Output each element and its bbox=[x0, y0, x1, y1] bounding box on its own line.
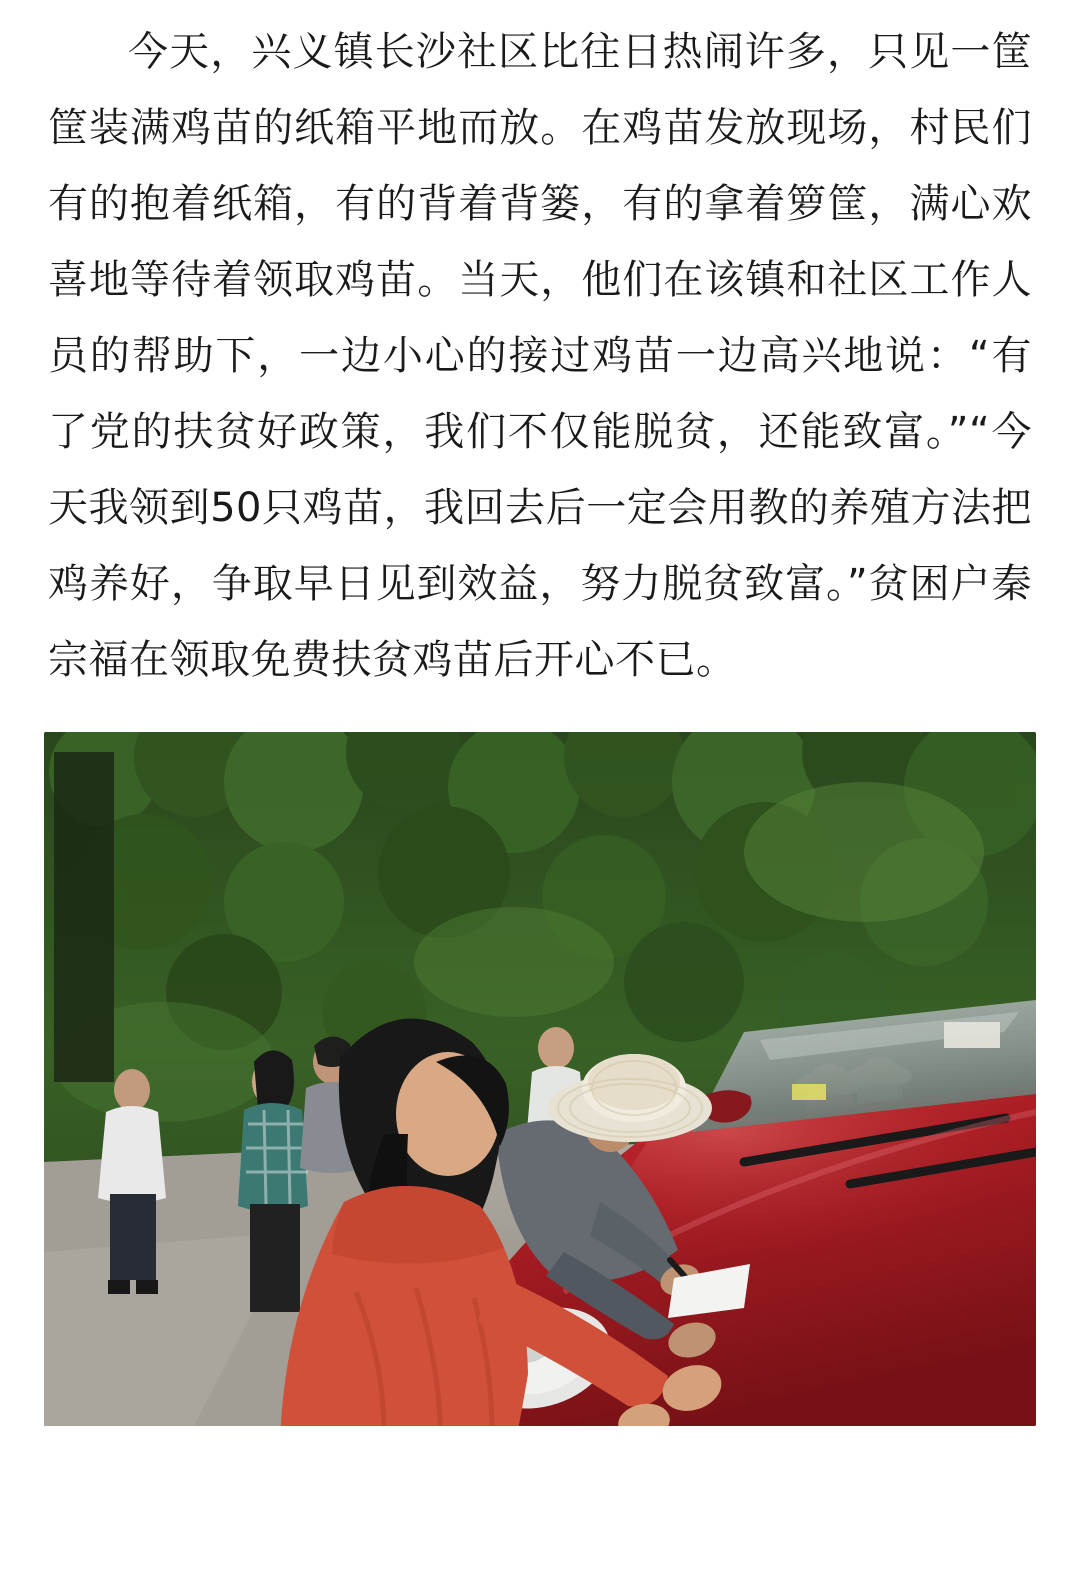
article-paragraph: 今天，兴义镇长沙社区比往日热闹许多，只见一筐筐装满鸡苗的纸箱平地而放。在鸡苗发放现场，村民们有的抱着纸箱，有的背着背篓，有的拿着箩筐，满心欢喜地等待着领取鸡苗。当天，他们在该镇和社区工作人员的帮助下，一边小心的接过鸡苗一边高兴地说：“有了党的扶贫好政策，我们不仅能脱贫，还能致富。”“今天我领到50只鸡苗，我回去后一定会用教的养殖方法把鸡养好，争取早日见到效益，努力脱贫致富。”贫困户秦宗福在领取免费扶贫鸡苗后开心不已。 bbox=[48, 29, 1032, 683]
article-figure bbox=[0, 732, 1080, 1426]
article-photo bbox=[44, 732, 1036, 1426]
photo-illustration bbox=[44, 732, 1036, 1426]
article-body bbox=[0, 0, 1080, 698]
